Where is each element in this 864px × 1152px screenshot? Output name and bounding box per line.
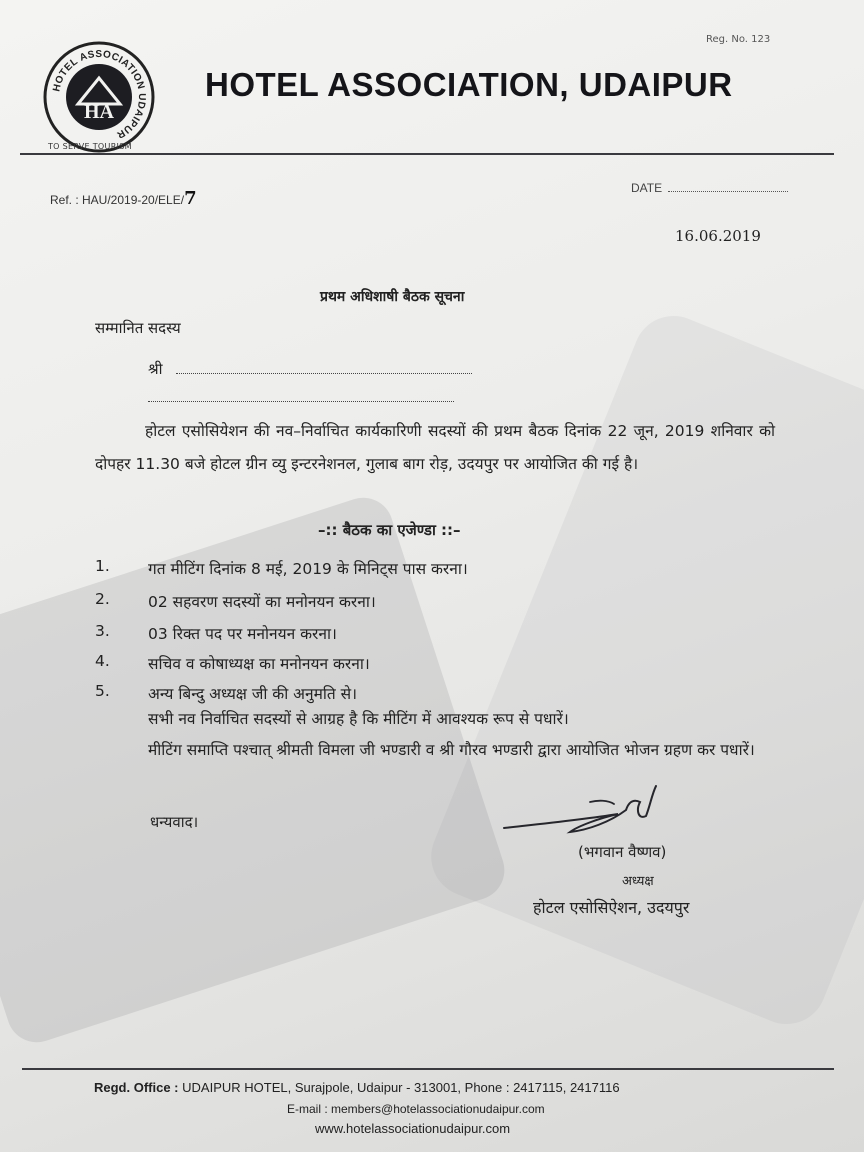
office-label: Regd. Office : [94,1080,179,1095]
recipient-dotted-line [176,372,472,374]
lunch-note: मीटिंग समाप्ति पश्चात् श्रीमती विमला जी भण्डारी व श्री गौरव भण्डारी द्वारा आयोजित भोजन ग्रहण कर पधारें। [148,741,755,759]
footer-website: www.hotelassociationudaipur.com [315,1121,511,1136]
shadow-overlay [419,304,864,1036]
agenda-text: गत मीटिंग दिनांक 8 मई, 2019 के मिनिट्स पास करना। [148,560,468,578]
footer-divider [22,1068,834,1070]
reference-label: Ref. : HAU/2019-20/ELE/ [50,193,185,207]
attendance-request: सभी नव निर्वाचित सदस्यों से आग्रह है कि मीटिंग में आवश्यक रूप से पधारें। [148,710,569,728]
registered-office [94,1080,620,1095]
recipient-prefix: श्री [148,360,163,378]
agenda-number: 5. [95,682,110,700]
handwritten-signature [500,780,670,840]
signatory-title: अध्यक्ष [622,874,654,889]
reference-number [50,188,197,209]
footer-email: E-mail : members@hotelassociationudaipur.com [287,1102,545,1116]
organization-name: HOTEL ASSOCIATION, UDAIPUR [205,66,733,103]
meeting-paragraph: होटल एसोसियेशन की नव–निर्वाचित कार्यकारिणी सदस्यों की प्रथम बैठक दिनांक 22 जून, 2019 शनिवार को दोपहर 11.30 बजे होटल ग्रीन व्यु इन्टरनेशनल, गुलाब बाग रोड़, उदयपुर पर आयोजित की गई है। [95,422,775,473]
agenda-text: 02 सहवरण सदस्यों का मनोनयन करना। [148,593,376,611]
agenda-text: सचिव व कोषाध्यक्ष का मनोनयन करना। [148,655,370,673]
tagline: TO SERVE TOURISM [48,142,132,151]
recipient-dotted-line-2 [148,400,454,402]
agenda-number: 2. [95,590,110,608]
header-divider [20,153,834,155]
agenda-heading: –:: बैठक का एजेण्डा ::– [318,521,461,539]
agenda-number: 1. [95,557,110,575]
salutation: सम्मानित सदस्य [95,319,181,337]
date-label: DATE [631,181,663,195]
date-value: 16.06.2019 [675,227,761,245]
date-dotted-line [668,190,788,192]
reference-handwritten: 7 [184,188,197,209]
logo-ring-text: HOTEL ASSOCIATION UDAIPUR [51,48,148,141]
registration-number: Reg. No. 123 [706,34,771,45]
agenda-number: 3. [95,622,110,640]
office-address: UDAIPUR HOTEL, Surajpole, Udaipur - 313001, Phone : 2417115, 2417116 [182,1080,620,1095]
notice-title: प्रथम अधिशाषी बैठक सूचना [320,289,465,305]
signatory-organization: होटल एसोसिऐशन, उदयपुर [533,898,690,917]
agenda-text: अन्य बिन्दु अध्यक्ष जी की अनुमति से। [148,685,357,703]
agenda-number: 4. [95,652,110,670]
logo-letters: HA [84,101,114,123]
agenda-text: 03 रिक्त पद पर मनोनयन करना। [148,625,337,643]
signatory-name: (भगवान वैष्णव) [578,843,667,861]
closing-thanks: धन्यवाद। [150,813,199,831]
association-logo [42,40,156,154]
